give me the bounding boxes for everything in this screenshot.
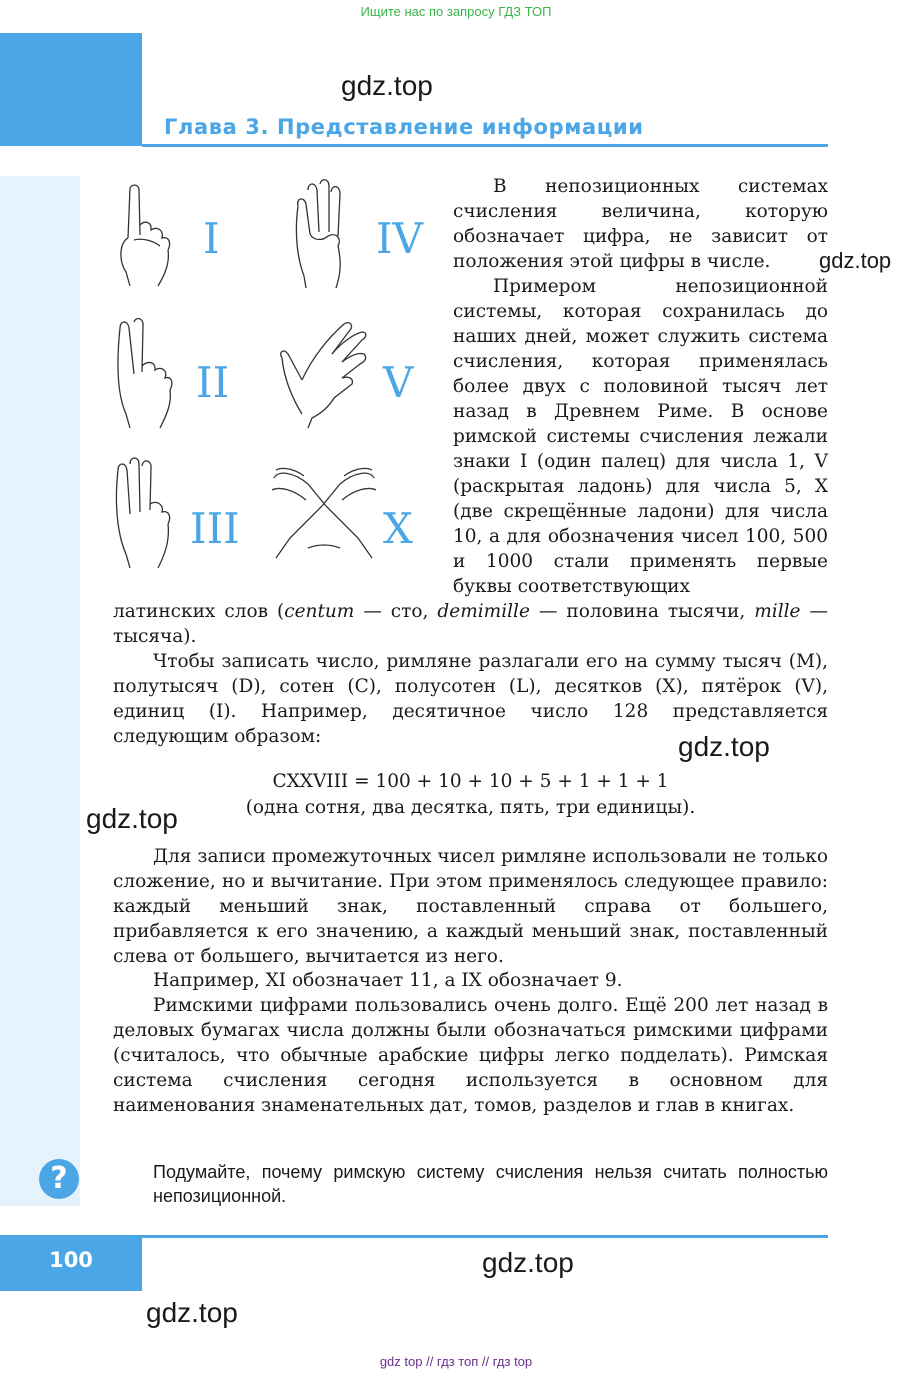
roman-numeral-one: I: [203, 214, 220, 263]
question-text: Подумайте, почему римскую систему счисления нельзя считать полностью непозиционной.: [153, 1162, 828, 1206]
watermark: gdz.top: [146, 1297, 238, 1328]
watermark: gdz.top: [819, 248, 892, 273]
hand-one-finger-illustration: [112, 180, 182, 290]
hand-crossed-palms-illustration: [268, 462, 380, 562]
paragraph-nonpositional-definition: В непозиционных системах счисления величина, которую обозначает цифра, не зависит от положения этой цифры в числе.: [453, 176, 828, 272]
hand-three-fingers-illustration: [112, 456, 182, 571]
watermark: gdz.top: [86, 803, 178, 834]
paragraph-subtraction-rule: Для записи промежуточных чисел римляне использовали не только сложение, но и вычитание. При этом применялось следующее правило: каждый меньший знак, поставленный справа от большего, прибавляется к его значению, а каждый меньший знак, поставленный слева от большего, вычитается из него.: [113, 846, 828, 967]
latin-word-demimille: demimille: [437, 601, 530, 622]
watermark: gdz.top: [341, 70, 433, 101]
formula: CXXVIII = 100 + 10 + 10 + 5 + 1 + 1 + 1: [272, 771, 669, 792]
watermark: gdz.top: [482, 1247, 574, 1278]
roman-numeral-four: IV: [376, 214, 423, 263]
top-banner: Ищите нас по запросу ГДЗ ТОП: [360, 4, 552, 19]
header-rule: [142, 144, 828, 147]
header-block: [0, 33, 142, 146]
hand-four-fingers-illustration: [284, 176, 364, 291]
latin-word-mille: mille: [754, 601, 801, 622]
text-segment: латинских слов (: [113, 601, 285, 622]
watermark: gdz.top: [678, 731, 770, 762]
paragraph-roman-system: Примером непозиционной системы, которая сохранилась до наших дней, может служить система счисления, которая применялась более двух с половиной тысяч лет назад в Древнем Риме. В основе римской системы счисления лежали знаки I (один палец) для числа 1, V (раскрытая ладонь) для числа 5, X (две скрещённые ладони) для числа 10, а для обозначения чисел 100, 500 и 1000 стали применять первые буквы соответствующих: [453, 276, 828, 597]
question-icon: ?: [39, 1159, 79, 1199]
roman-numeral-ten: X: [383, 504, 413, 553]
text-segment: — половина тысячи,: [529, 601, 755, 622]
hand-open-palm-illustration: [272, 318, 372, 430]
roman-numeral-three: III: [190, 504, 240, 553]
latin-word-centum: centum: [284, 601, 355, 622]
paragraph-decomposition: Чтобы записать число, римляне разлагали его на сумму тысяч (M), полутысяч (D), сотен (C), полусотен (L), десятков (X), пятёрок (V), единиц (I). Например, десятичное число 128 представляется следующим образом:: [113, 651, 828, 747]
roman-numeral-two: II: [196, 358, 230, 407]
page-number: 100: [49, 1248, 93, 1272]
paragraph-usage: Римскими цифрами пользовались очень долго. Ещё 200 лет назад в деловых бумагах числа должны были обозначаться римскими цифрами (считалось, что обычные арабские цифры легко подделать). Римская система счисления сегодня используется в основном для наименования знаменательных дат, томов, разделов и глав в книгах.: [113, 995, 828, 1116]
paragraph-example: Например, XI обозначает 11, а IX обозначает 9.: [153, 970, 623, 991]
formula-note: (одна сотня, два десятка, пять, три единицы).: [245, 797, 696, 818]
paragraph-latin-words: [113, 599, 828, 649]
bottom-links[interactable]: gdz top // гдз топ // гдз top: [379, 1354, 533, 1369]
text-segment: — сто,: [354, 601, 438, 622]
chapter-title: Глава 3. Представление информации: [164, 115, 644, 139]
side-strip: [0, 176, 80, 1206]
text-segment: — тысяча).: [113, 601, 828, 647]
hand-two-fingers-illustration: [112, 316, 182, 431]
roman-numeral-five: V: [383, 358, 414, 407]
